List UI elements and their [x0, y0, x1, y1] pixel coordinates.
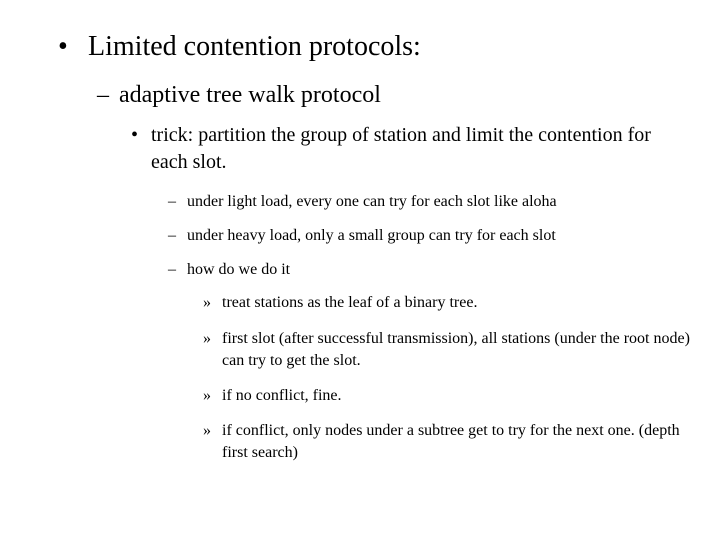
- dash-icon: –: [168, 193, 176, 210]
- sub-list-item: [203, 385, 702, 407]
- heading-text: Limited contention protocols:: [88, 31, 421, 62]
- trick-item: [131, 122, 671, 176]
- sub-list-item-text: if no conflict, fine.: [222, 387, 342, 404]
- bullet-icon: •: [58, 31, 68, 62]
- sub-list-item-text: first slot (after successful transmission), all stations (under the root node) can try to get the slot.: [222, 330, 690, 369]
- double-chevron-icon: »: [203, 422, 211, 439]
- sub-list-item-text: if conflict, only nodes under a subtree get to try for the next one. (depth first search): [222, 422, 680, 461]
- list-item: [168, 260, 290, 280]
- heading-item: [58, 30, 421, 64]
- list-item-text: under heavy load, only a small group can try for each slot: [187, 227, 556, 244]
- double-chevron-icon: »: [203, 387, 211, 404]
- sub-list-item: [203, 420, 702, 464]
- list-item: [168, 226, 556, 246]
- dash-icon: –: [168, 227, 176, 244]
- trick-text: trick: partition the group of station and limit the contention for each slot.: [151, 124, 651, 173]
- list-item-text: how do we do it: [187, 261, 291, 278]
- subheading-text: adaptive tree walk protocol: [119, 82, 381, 108]
- list-item-text: under light load, every one can try for each slot like aloha: [187, 193, 557, 210]
- subheading-item: [97, 80, 381, 110]
- bullet-icon: •: [131, 124, 139, 146]
- dash-icon: –: [97, 82, 109, 108]
- double-chevron-icon: »: [203, 294, 211, 311]
- sub-list-item: [203, 328, 702, 372]
- sub-list-item-text: treat stations as the leaf of a binary tree.: [222, 294, 478, 311]
- double-chevron-icon: »: [203, 330, 211, 347]
- list-item: [168, 192, 557, 212]
- dash-icon: –: [168, 261, 176, 278]
- sub-list-item: [203, 292, 702, 314]
